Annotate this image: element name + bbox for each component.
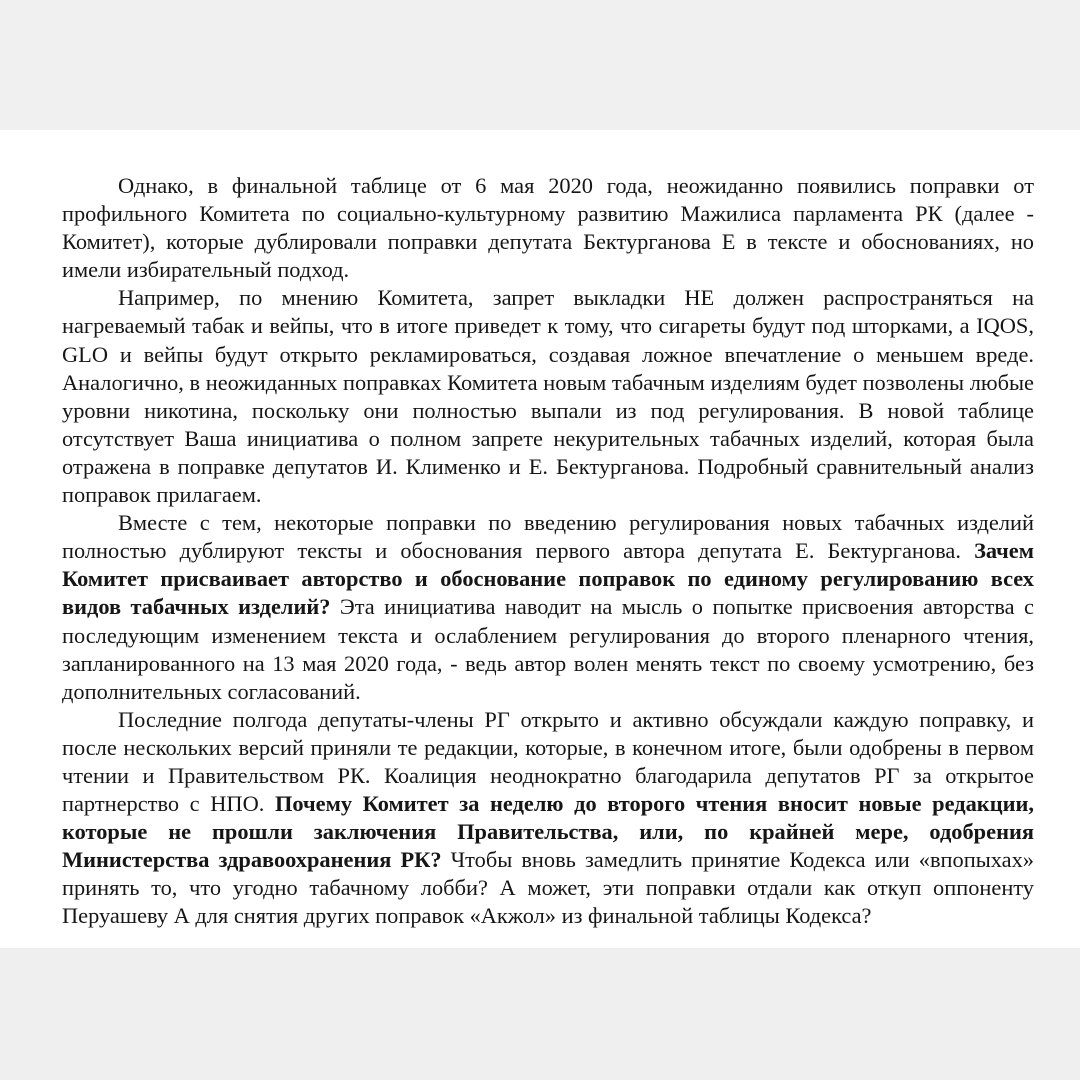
paragraph-1-text: Однако, в финальной таблице от 6 мая 2020 года, неожиданно появились поправки от профильного Комитета по социально-культурному развитию Мажилиса парламента РК (далее - Комитет), которые дублировали поправки депутата Бектурганова Е в тексте и обоснованиях, но имели избирательный подход. (62, 173, 1034, 283)
paragraph-4-bold-question: Почему Комитет за неделю до второго чтения вносит новые редакции, которые не прошли заключения Правительства, или, по крайней мере, одобрения Министерства здравоохранения РК? (62, 791, 1034, 873)
document-body (62, 172, 1034, 931)
paragraph-4-text-start: Последние полгода депутаты-члены РГ открыто и активно обсуждали каждую поправку, и после нескольких версий приняли те редакции, которые, в конечном итоге, были одобрены в первом чтении и Правительством РК. Коалиция неоднократно благодарила депутатов РГ за открытое партнерство с НПО. (62, 706, 1034, 817)
paragraph-3 (62, 509, 1034, 706)
paragraph-3-text-start: Вместе с тем, некоторые поправки по введению регулирования новых табачных изделий полностью дублируют тексты и обоснования первого автора депутата Е. Бектурганова. (62, 510, 1034, 564)
paragraph-1 (62, 172, 1034, 284)
paragraph-4 (62, 706, 1034, 931)
paragraph-3-text-end: Эта инициатива наводит на мысль о попытке присвоения авторства с последующим изменением текста и ослаблением регулирования до второго пленарного чтения, запланированного на 13 мая 2020 года, - ведь автор волен менять текст по своему усмотрению, без дополнительных согласований. (62, 594, 1034, 704)
paragraph-3-bold-question: Зачем Комитет присваивает авторство и обоснование поправок по единому регулированию всех видов табачных изделий? (62, 538, 1034, 620)
paragraph-4-text-end: Чтобы вновь замедлить принятие Кодекса или «впопыхах» принять то, что угодно табачному лобби? А может, эти поправки отдали как откуп оппоненту Перуашеву А для снятия других поправок «Акжол» из финальной таблицы Кодекса? (62, 847, 1034, 929)
bottom-background-band (0, 948, 1080, 1080)
paragraph-2 (62, 284, 1034, 509)
paragraph-2-text: Например, по мнению Комитета, запрет выкладки НЕ должен распространяться на нагреваемый табак и вейпы, что в итоге приведет к тому, что сигареты будут под шторками, а IQOS, GLO и вейпы будут открыто рекламироваться, создавая ложное впечатление о меньшем вреде. Аналогично, в неожиданных поправках Комитета новым табачным изделиям будет позволены любые уровни никотина, поскольку они полностью выпали из под регулирования. В новой таблице отсутствует Ваша инициатива о полном запрете некурительных табачных изделий, которая была отражена в поправке депутатов И. Клименко и Е. Бектурганова. Подробный сравнительный анализ поправок прилагаем. (62, 285, 1034, 508)
document-page (0, 130, 1080, 948)
top-background-band (0, 0, 1080, 130)
